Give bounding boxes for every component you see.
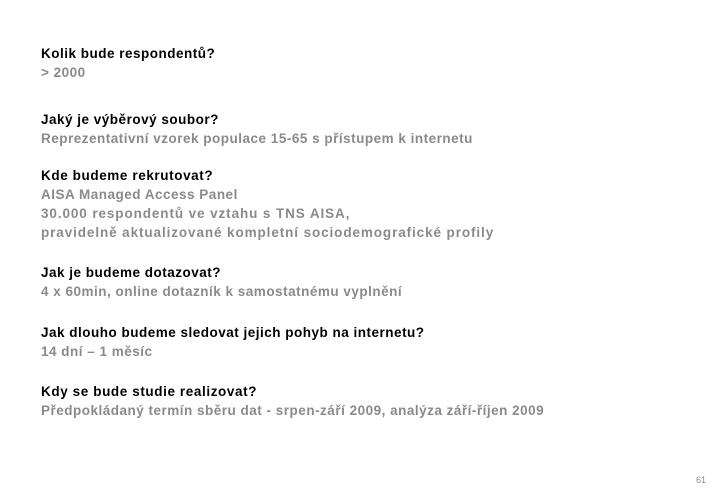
question-respondent-count: Kolik bude respondentů?: [41, 46, 216, 61]
question-timing: Kdy se bude studie realizovat?: [41, 384, 258, 399]
question-duration: Jak dlouho budeme sledovat jejich pohyb na internetu?: [41, 325, 425, 340]
page-number: 61: [695, 475, 706, 485]
answer-sample: Reprezentativní vzorek populace 15-65 s přístupem k internetu: [41, 131, 473, 146]
qa-block-sample: [41, 110, 701, 148]
qa-block-method: [41, 263, 701, 301]
answer-recruitment-panel: AISA Managed Access Panel: [41, 187, 238, 202]
qa-block-timing: [41, 382, 701, 420]
qa-block-recruitment: [41, 166, 701, 242]
answer-method: 4 x 60min, online dotazník k samostatnému vyplnění: [41, 284, 403, 299]
question-recruitment: Kde budeme rekrutovat?: [41, 168, 214, 183]
answer-recruitment-detail-1: 30.000 respondentů ve vztahu s TNS AISA,: [41, 206, 351, 221]
answer-duration: 14 dní – 1 měsíc: [41, 344, 153, 359]
question-method: Jak je budeme dotazovat?: [41, 265, 222, 280]
answer-respondent-count: > 2000: [41, 65, 86, 80]
question-sample: Jaký je výběrový soubor?: [41, 112, 219, 127]
answer-recruitment-detail-2: pravidelně aktualizované kompletní sociodemografické profily: [41, 225, 495, 240]
qa-block-respondents: [41, 44, 701, 82]
qa-block-duration: [41, 323, 701, 361]
answer-timing: Předpokládaný termín sběru dat - srpen-září 2009, analýza září-říjen 2009: [41, 403, 545, 418]
